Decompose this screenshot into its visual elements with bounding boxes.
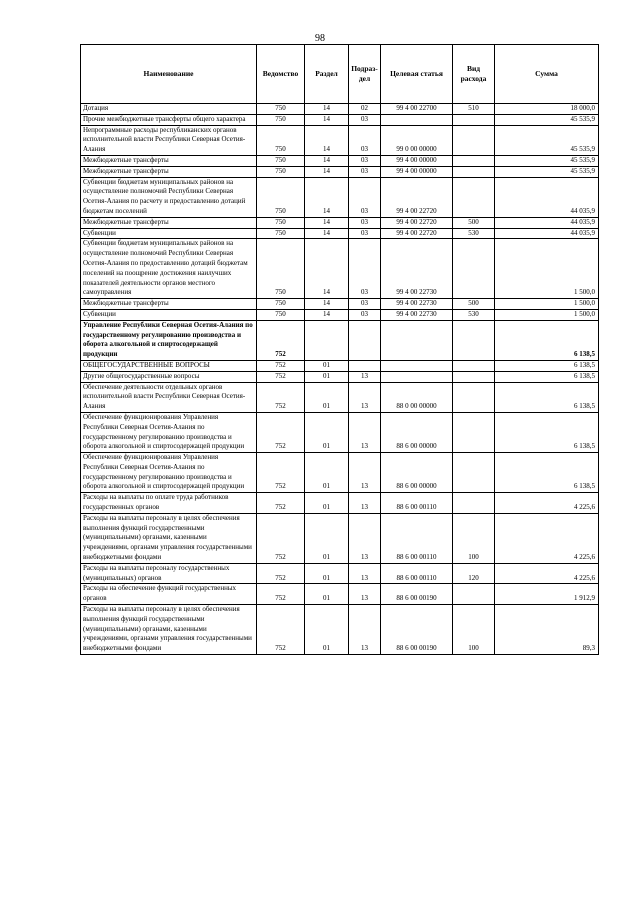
cell-sum: 44 035,9 (495, 228, 599, 239)
cell-name: Расходы на выплаты персоналу государственных (муниципальных) органов (81, 563, 257, 584)
cell-expense-type (453, 320, 495, 360)
cell-target-item: 99 4 00 22700 (381, 104, 453, 115)
cell-name: Другие общегосударственные вопросы (81, 371, 257, 382)
cell-department: 750 (257, 299, 305, 310)
cell-sum: 45 535,9 (495, 166, 599, 177)
table-row (81, 360, 599, 371)
table-row (81, 239, 599, 299)
cell-department: 752 (257, 513, 305, 563)
cell-subsection: 13 (349, 584, 381, 605)
page-number: 98 (315, 33, 325, 44)
cell-department: 752 (257, 563, 305, 584)
table-row (81, 125, 599, 155)
cell-sum: 89,3 (495, 605, 599, 655)
cell-target-item: 99 4 00 22720 (381, 217, 453, 228)
cell-name: Межбюджетные трансферты (81, 166, 257, 177)
cell-sum: 1 500,0 (495, 299, 599, 310)
table-row (81, 412, 599, 452)
cell-subsection: 03 (349, 177, 381, 217)
cell-subsection: 13 (349, 513, 381, 563)
cell-section: 01 (305, 563, 349, 584)
cell-target-item: 88 6 00 00000 (381, 453, 453, 493)
cell-target-item: 99 4 00 22730 (381, 299, 453, 310)
cell-section (305, 320, 349, 360)
cell-section: 14 (305, 166, 349, 177)
cell-section: 01 (305, 360, 349, 371)
cell-section: 01 (305, 371, 349, 382)
cell-expense-type (453, 382, 495, 412)
cell-sum: 1 500,0 (495, 309, 599, 320)
cell-sum: 4 225,6 (495, 493, 599, 514)
cell-target-item: 99 4 00 22730 (381, 309, 453, 320)
cell-department: 752 (257, 584, 305, 605)
cell-name: Субвенции бюджетам муниципальных районов на осуществление полномочий Республики Северная Осетия-Алания по предоставлению дотаций бюджетам поселений на поощрение достижения наилучших показателей деятельности органов местного самоуправления (81, 239, 257, 299)
cell-expense-type (453, 114, 495, 125)
cell-sum: 44 035,9 (495, 217, 599, 228)
cell-department: 750 (257, 104, 305, 115)
cell-subsection: 13 (349, 382, 381, 412)
cell-name: Субвенции (81, 228, 257, 239)
cell-name: Межбюджетные трансферты (81, 155, 257, 166)
cell-name: Межбюджетные трансферты (81, 299, 257, 310)
cell-department: 750 (257, 309, 305, 320)
cell-target-item: 99 4 00 22720 (381, 177, 453, 217)
cell-section: 01 (305, 412, 349, 452)
cell-expense-type (453, 125, 495, 155)
table-row (81, 177, 599, 217)
cell-target-item (381, 114, 453, 125)
cell-department: 752 (257, 320, 305, 360)
cell-name: Дотация (81, 104, 257, 115)
cell-expense-type: 120 (453, 563, 495, 584)
cell-name: Управление Республики Северная Осетия-Алания по государственному регулированию производства и оборота алкогольной и спиртосодержащей продукции (81, 320, 257, 360)
cell-department: 750 (257, 166, 305, 177)
cell-department: 752 (257, 453, 305, 493)
cell-name: Непрограммные расходы республиканских органов исполнительной власти Республики Северная Осетия-Алания (81, 125, 257, 155)
cell-section: 14 (305, 239, 349, 299)
cell-subsection: 13 (349, 563, 381, 584)
cell-department: 750 (257, 228, 305, 239)
cell-subsection: 03 (349, 299, 381, 310)
cell-expense-type: 500 (453, 217, 495, 228)
table-row (81, 166, 599, 177)
cell-target-item (381, 360, 453, 371)
cell-section: 01 (305, 382, 349, 412)
cell-target-item (381, 371, 453, 382)
cell-subsection: 03 (349, 309, 381, 320)
table-row (81, 228, 599, 239)
cell-target-item: 99 0 00 00000 (381, 125, 453, 155)
cell-section: 01 (305, 493, 349, 514)
cell-sum: 6 138,5 (495, 371, 599, 382)
cell-department: 750 (257, 217, 305, 228)
cell-expense-type (453, 239, 495, 299)
cell-expense-type (453, 584, 495, 605)
cell-subsection (349, 360, 381, 371)
cell-department: 752 (257, 493, 305, 514)
cell-subsection: 03 (349, 228, 381, 239)
cell-section: 14 (305, 155, 349, 166)
cell-section: 14 (305, 125, 349, 155)
cell-sum: 45 535,9 (495, 125, 599, 155)
table-row (81, 299, 599, 310)
table-row (81, 513, 599, 563)
cell-department: 752 (257, 605, 305, 655)
cell-target-item: 88 6 00 00110 (381, 513, 453, 563)
table-row (81, 104, 599, 115)
cell-expense-type (453, 177, 495, 217)
table-row (81, 382, 599, 412)
cell-subsection (349, 320, 381, 360)
cell-subsection: 03 (349, 239, 381, 299)
cell-department: 750 (257, 125, 305, 155)
cell-sum: 6 138,5 (495, 360, 599, 371)
cell-target-item: 99 4 00 22720 (381, 228, 453, 239)
cell-target-item (381, 320, 453, 360)
header-department: Ведомство (257, 45, 305, 104)
cell-sum: 6 138,5 (495, 453, 599, 493)
cell-section: 14 (305, 217, 349, 228)
header-section: Раздел (305, 45, 349, 104)
cell-sum: 1 912,9 (495, 584, 599, 605)
cell-department: 750 (257, 177, 305, 217)
cell-subsection: 13 (349, 453, 381, 493)
table-row (81, 309, 599, 320)
cell-name: Прочие межбюджетные трансферты общего характера (81, 114, 257, 125)
cell-subsection: 03 (349, 125, 381, 155)
cell-section: 14 (305, 114, 349, 125)
cell-expense-type (453, 155, 495, 166)
cell-expense-type (453, 166, 495, 177)
cell-target-item: 88 6 00 00190 (381, 584, 453, 605)
cell-expense-type: 500 (453, 299, 495, 310)
cell-department: 750 (257, 155, 305, 166)
cell-target-item: 88 6 00 00110 (381, 563, 453, 584)
cell-target-item: 88 6 00 00000 (381, 412, 453, 452)
cell-sum: 1 500,0 (495, 239, 599, 299)
cell-target-item: 88 6 00 00110 (381, 493, 453, 514)
cell-department: 750 (257, 114, 305, 125)
cell-section: 14 (305, 299, 349, 310)
budget-table (80, 44, 599, 655)
cell-subsection: 03 (349, 166, 381, 177)
cell-subsection: 03 (349, 155, 381, 166)
table-row (81, 217, 599, 228)
table-body (81, 104, 599, 655)
cell-name: Расходы на выплаты персоналу в целях обеспечения выполнения функций государственными (муниципальными) органами, казенными учреждениями, органами управления государственными внебюджетными фондами (81, 513, 257, 563)
cell-expense-type: 530 (453, 228, 495, 239)
cell-subsection: 13 (349, 605, 381, 655)
cell-section: 01 (305, 605, 349, 655)
table-row (81, 155, 599, 166)
table-row (81, 114, 599, 125)
header-subsection: Подраз- дел (349, 45, 381, 104)
cell-subsection: 13 (349, 493, 381, 514)
cell-name: Субвенции (81, 309, 257, 320)
cell-sum: 4 225,6 (495, 563, 599, 584)
table-row (81, 453, 599, 493)
cell-name: Обеспечение функционирования Управления Республики Северная Осетия-Алания по государственному регулированию производства и оборота алкогольной и спиртосодержащей продукции (81, 412, 257, 452)
table-row (81, 493, 599, 514)
cell-name: Обеспечение функционирования Управления Республики Северная Осетия-Алания по государственному регулированию производства и оборота алкогольной и спиртосодержащей продукции (81, 453, 257, 493)
cell-department: 752 (257, 382, 305, 412)
cell-expense-type: 100 (453, 513, 495, 563)
cell-subsection: 13 (349, 412, 381, 452)
header-expense-type: Вид расхода (453, 45, 495, 104)
table-header (81, 45, 599, 104)
cell-expense-type (453, 360, 495, 371)
cell-subsection: 02 (349, 104, 381, 115)
cell-sum: 6 138,5 (495, 382, 599, 412)
header-sum: Сумма (495, 45, 599, 104)
cell-expense-type: 510 (453, 104, 495, 115)
cell-section: 14 (305, 104, 349, 115)
cell-expense-type (453, 453, 495, 493)
cell-target-item: 99 4 00 00000 (381, 155, 453, 166)
cell-section: 14 (305, 177, 349, 217)
table-row (81, 563, 599, 584)
cell-sum: 6 138,5 (495, 412, 599, 452)
cell-name: Расходы на выплаты по оплате труда работников государственных органов (81, 493, 257, 514)
cell-section: 01 (305, 513, 349, 563)
cell-name: Расходы на выплаты персоналу в целях обеспечения выполнения функций государственными (муниципальными) органами, казенными учреждениями, органами управления государственными внебюджетными фондами (81, 605, 257, 655)
cell-sum: 44 035,9 (495, 177, 599, 217)
cell-department: 752 (257, 371, 305, 382)
cell-expense-type (453, 371, 495, 382)
header-name: Наименование (81, 45, 257, 104)
cell-subsection: 13 (349, 371, 381, 382)
cell-sum: 18 000,0 (495, 104, 599, 115)
cell-subsection: 03 (349, 217, 381, 228)
cell-name: Расходы на обеспечение функций государственных органов (81, 584, 257, 605)
cell-expense-type: 100 (453, 605, 495, 655)
cell-sum: 6 138,5 (495, 320, 599, 360)
cell-name: Субвенции бюджетам муниципальных районов на осуществление полномочий Республики Северная Осетия-Алания по расчету и предоставлению дотаций бюджетам поселений (81, 177, 257, 217)
cell-expense-type (453, 412, 495, 452)
cell-name: Обеспечение деятельности отдельных органов исполнительной власти Республики Северная Осетия-Алания (81, 382, 257, 412)
cell-department: 752 (257, 360, 305, 371)
cell-expense-type (453, 493, 495, 514)
cell-name: Межбюджетные трансферты (81, 217, 257, 228)
cell-section: 14 (305, 228, 349, 239)
cell-sum: 4 225,6 (495, 513, 599, 563)
cell-target-item: 88 0 00 00000 (381, 382, 453, 412)
cell-subsection: 03 (349, 114, 381, 125)
cell-sum: 45 535,9 (495, 114, 599, 125)
cell-section: 01 (305, 453, 349, 493)
table-row (81, 320, 599, 360)
cell-name: ОБЩЕГОСУДАРСТВЕННЫЕ ВОПРОСЫ (81, 360, 257, 371)
cell-expense-type: 530 (453, 309, 495, 320)
cell-target-item: 99 4 00 00000 (381, 166, 453, 177)
cell-department: 752 (257, 412, 305, 452)
cell-section: 01 (305, 584, 349, 605)
cell-section: 14 (305, 309, 349, 320)
header-target-item: Целевая статья (381, 45, 453, 104)
cell-department: 750 (257, 239, 305, 299)
table-row (81, 371, 599, 382)
cell-sum: 45 535,9 (495, 155, 599, 166)
cell-target-item: 99 4 00 22730 (381, 239, 453, 299)
cell-target-item: 88 6 00 00190 (381, 605, 453, 655)
table-row (81, 584, 599, 605)
table-row (81, 605, 599, 655)
